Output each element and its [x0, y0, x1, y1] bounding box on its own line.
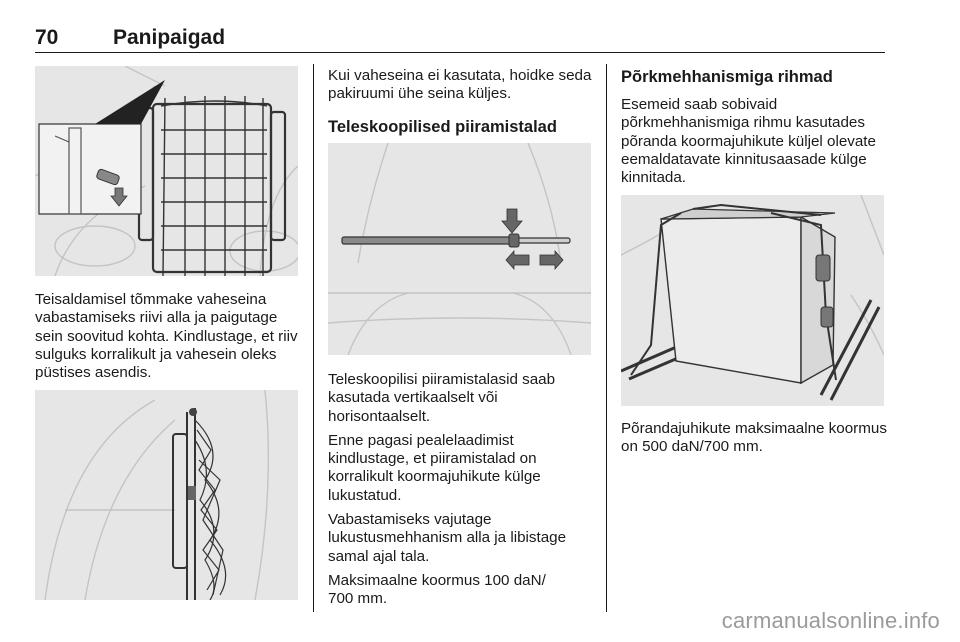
col2-intro-text: Kui vaheseina ei kasutata, hoidke seda pakiruumi ühe seina küljes. [328, 67, 592, 103]
figure-ratchet-straps [621, 195, 884, 406]
col2-paragraph-4: Maksimaalne koormus 100 daN/ 700 mm. [328, 571, 546, 608]
col2-heading: Teleskoopilised piiramistalad [328, 118, 557, 136]
page-number: 70 [35, 26, 59, 49]
figure-cargo-net [35, 66, 298, 276]
col3-paragraph-1: Esemeid saab sobivaid põrkmehhanismiga rihmu kasutades põranda koormajuhikute küljel olevate eemaldatavate kinnitusaasade külge kinnitada. [621, 96, 876, 187]
col3-body [621, 420, 887, 463]
page-header [35, 26, 885, 53]
col2-body [328, 371, 596, 615]
watermark: carmanualsonline.info [721, 608, 940, 633]
col1-text: Teisaldamisel tõmmake vaheseina vabastamiseks riivi alla ja paigutage sein soovitud kohta. Kindlustage, et riiv sulguks korralikult ja vahesein oleks püstises asendis. [35, 291, 298, 382]
col2-paragraph-1: Teleskoopilisi piiramistalasid saab kasutada vertikaalselt või horisontaalselt. [328, 371, 556, 425]
col3-intro [621, 96, 887, 193]
col2-paragraph-2: Enne pagasi pealelaadimist kindlustage, et piiramistalad on korralikult koormajuhikute külge lukustatud. [328, 431, 541, 504]
col2-intro [328, 67, 598, 110]
col2-paragraph-3: Vabastamiseks vajutage lukustusmehhanism alla ja libistage samal ajal tala. [328, 511, 567, 565]
section-title: Panipaigad [113, 26, 226, 49]
figure-folded-partition [35, 390, 298, 600]
col3-heading: Põrkmehhanismiga rihmad [621, 68, 833, 86]
column-divider-2 [606, 64, 607, 612]
column-divider-1 [313, 64, 314, 612]
col3-paragraph-2: Põrandajuhikute maksimaalne koormus on 500 daN/700 mm. [621, 420, 887, 456]
col1-paragraph [35, 291, 305, 388]
figure-telescopic-bar [328, 143, 591, 355]
